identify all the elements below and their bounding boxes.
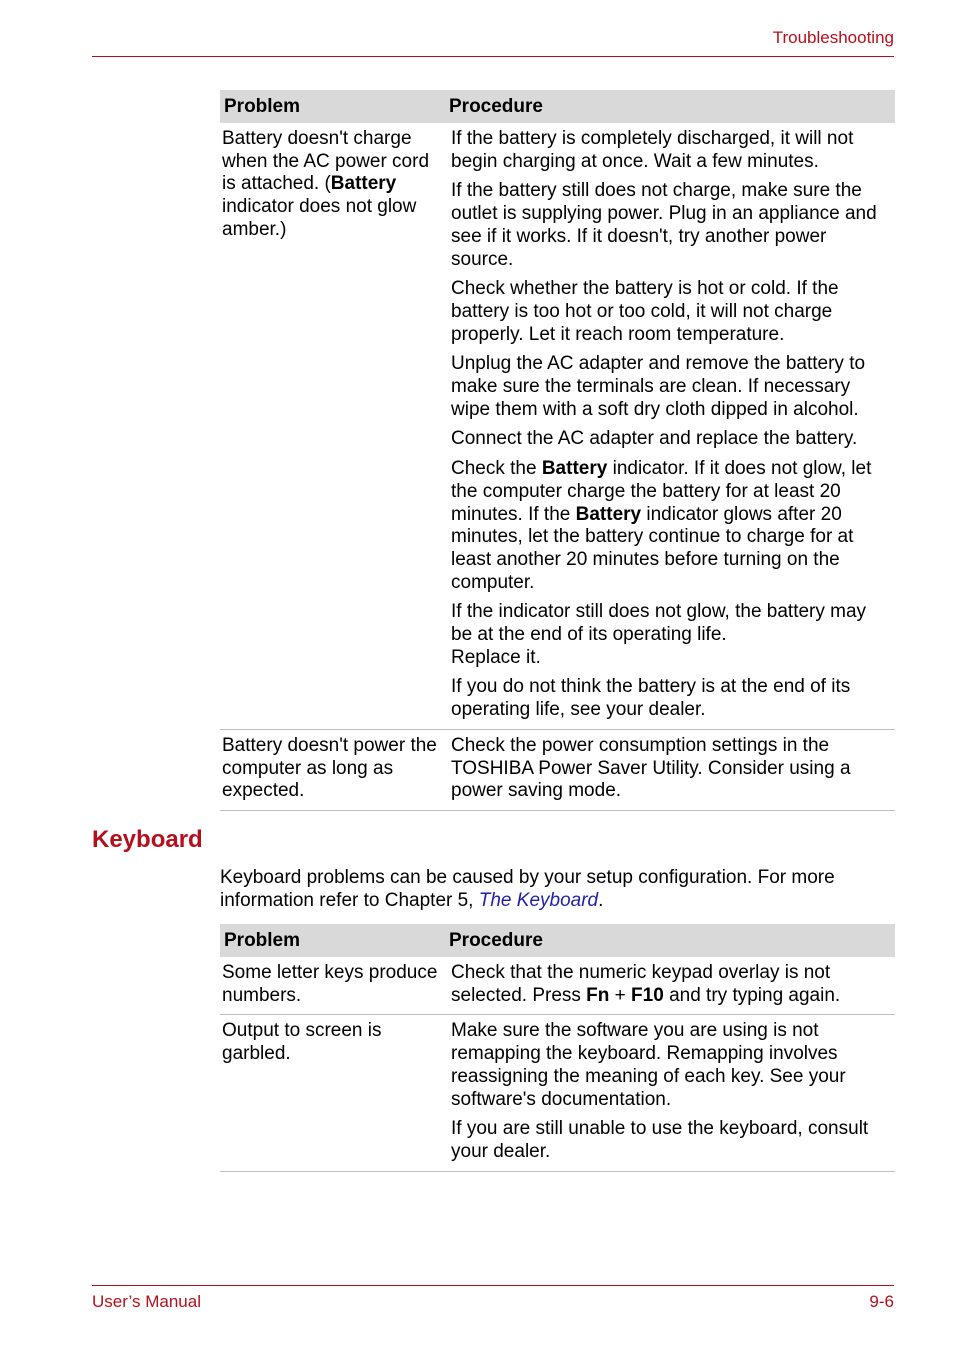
procedure-step: Unplug the AC adapter and remove the battery to make sure the terminals are clean. If necessary wipe them with a soft dry cloth dipped in alcohol. bbox=[451, 353, 866, 420]
section-intro: Keyboard problems can be caused by your setup configuration. For more information refer to Chapter 5, The Keyboard. bbox=[220, 867, 835, 911]
column-header-problem: Problem bbox=[220, 924, 445, 957]
procedure-step: If the battery still does not charge, make sure the outlet is supplying power. Plug in an appliance and see if it works. If it doesn't, try another power source. bbox=[451, 180, 877, 270]
chapter-link[interactable]: The Keyboard bbox=[478, 890, 599, 911]
column-header-problem: Problem bbox=[220, 90, 445, 123]
footer-rule bbox=[92, 1285, 894, 1286]
procedure-step: Make sure the software you are using is not remapping the keyboard. Remapping involves reassigning the meaning of each key. See your software's documentation. bbox=[451, 1020, 846, 1110]
problem-cell: Some letter keys produce numbers. bbox=[220, 957, 445, 1015]
problem-cell: Output to screen is garbled. bbox=[220, 1015, 445, 1171]
problem-cell: Battery doesn't power the computer as long as expected. bbox=[220, 729, 445, 810]
battery-troubleshooting-table bbox=[220, 90, 895, 811]
procedure-step: If you do not think the battery is at the end of its operating life, see your dealer. bbox=[451, 676, 851, 721]
column-header-procedure: Procedure bbox=[445, 924, 895, 957]
procedure-cell bbox=[445, 957, 895, 1015]
page-number: 9-6 bbox=[869, 1292, 894, 1311]
procedure-step: Check that the numeric keypad overlay is not selected. Press Fn + F10 and try typing again. bbox=[451, 962, 841, 1006]
table-row bbox=[220, 123, 895, 729]
procedure-step: Check the power consumption settings in the TOSHIBA Power Saver Utility. Consider using a power saving mode. bbox=[451, 734, 851, 802]
procedure-step: Check the Battery indicator. If it does not glow, let the computer charge the battery for at least 20 minutes. If the Battery indicator glows after 20 minutes, let the battery continue to charge for at least another 20 minutes before turning on the computer. bbox=[451, 458, 872, 593]
procedure-cell bbox=[445, 123, 895, 729]
header-title: Troubleshooting bbox=[772, 28, 894, 47]
procedure-step: If the battery is completely discharged, it will not begin charging at once. Wait a few minutes. bbox=[451, 128, 854, 172]
table-header-row bbox=[220, 924, 895, 957]
table-header-row bbox=[220, 90, 895, 123]
procedure-cell bbox=[445, 729, 895, 810]
procedure-step: If the indicator still does not glow, the battery may be at the end of its operating life. Replace it. bbox=[451, 601, 867, 668]
column-header-procedure: Procedure bbox=[445, 90, 895, 123]
table-row bbox=[220, 957, 895, 1015]
procedure-step: Connect the AC adapter and replace the battery. bbox=[451, 428, 858, 450]
procedure-step: If you are still unable to use the keyboard, consult your dealer. bbox=[451, 1118, 869, 1162]
table-row bbox=[220, 1015, 895, 1171]
table-row bbox=[220, 729, 895, 810]
footer-manual-title: User’s Manual bbox=[92, 1292, 201, 1311]
procedure-step: Check whether the battery is hot or cold. If the battery is too hot or too cold, it will not charge properly. Let it reach room temperature. bbox=[451, 278, 839, 345]
keyboard-troubleshooting-table bbox=[220, 924, 895, 1172]
problem-cell: Battery doesn't charge when the AC power cord is attached. (Battery indicator does not glow amber.) bbox=[220, 123, 445, 729]
header-rule bbox=[92, 56, 894, 57]
procedure-cell bbox=[445, 1015, 895, 1171]
section-title: Keyboard bbox=[92, 826, 203, 853]
